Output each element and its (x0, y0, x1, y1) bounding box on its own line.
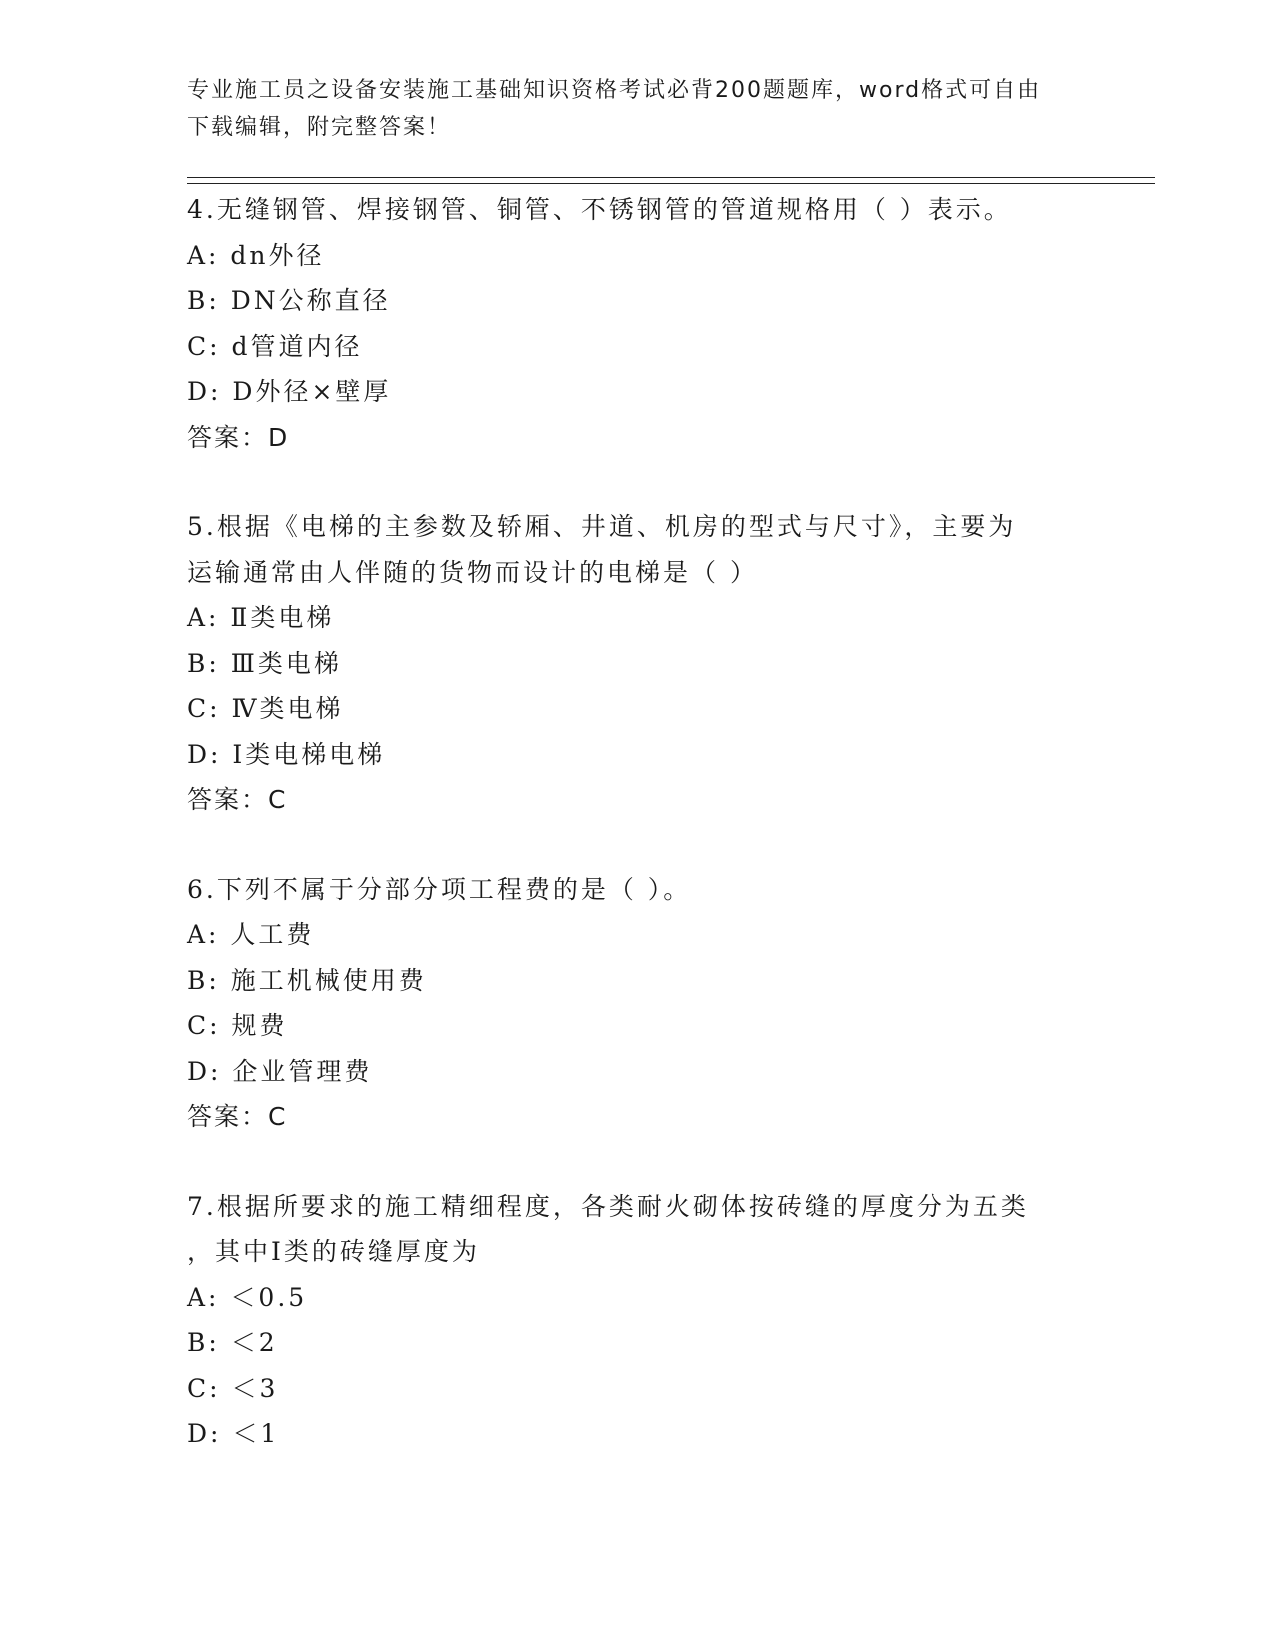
question-5 (187, 504, 1087, 823)
question-4 (187, 187, 1087, 460)
option-d: D: 企业管理费 (187, 1056, 373, 1086)
question-stem: 6.下列不属于分部分项工程费的是（ ）。 (187, 874, 692, 904)
option-b: B: Ⅲ类电梯 (187, 648, 342, 678)
option-a: A: Ⅱ类电梯 (187, 603, 335, 632)
question-list (187, 187, 1087, 1501)
question-stem: 5.根据《电梯的主参数及轿厢、井道、机房的型式与尺寸》，主要为 (187, 512, 1017, 541)
option-a: A: dn外径 (187, 240, 325, 270)
answer-key: 答案：C (187, 1102, 288, 1131)
answer-key: 答案：C (187, 785, 288, 814)
option-d: D: ＜1 (187, 1419, 280, 1448)
header-line: 下载编辑，附完整答案！ (187, 115, 452, 140)
option-c: C: 规费 (187, 1011, 288, 1040)
option-c: C: Ⅳ类电梯 (187, 694, 344, 723)
option-b: B: ＜2 (187, 1328, 278, 1357)
option-c: C: ＜3 (187, 1373, 279, 1403)
option-d: D: D外径×壁厚 (187, 377, 392, 406)
option-a: A: 人工费 (187, 920, 315, 949)
option-d: D: Ⅰ类电梯电梯 (187, 739, 386, 769)
question-stem: 4.无缝钢管、焊接钢管、铜管、不锈钢管的管道规格用（ ）表示。 (187, 195, 1012, 224)
question-stem: 运输通常由人伴随的货物而设计的电梯是（ ） (187, 557, 758, 587)
question-stem: ，其中Ⅰ类的砖缝厚度为 (187, 1237, 480, 1266)
option-a: A: ＜0.5 (187, 1282, 308, 1312)
option-b: B: 施工机械使用费 (187, 965, 427, 995)
question-6 (187, 867, 1087, 1140)
question-stem: 7.根据所要求的施工精细程度，各类耐火砌体按砖缝的厚度分为五类 (187, 1191, 1029, 1221)
question-7 (187, 1184, 1087, 1457)
header-divider (187, 183, 1155, 184)
option-c: C: d管道内径 (187, 331, 363, 361)
document-header (187, 72, 1087, 146)
header-line: 专业施工员之设备安装施工基础知识资格考试必背200题题库，word格式可自由 (187, 78, 1042, 103)
header-divider (187, 177, 1155, 178)
option-b: B: DN公称直径 (187, 286, 391, 315)
answer-key: 答案：D (187, 422, 290, 452)
